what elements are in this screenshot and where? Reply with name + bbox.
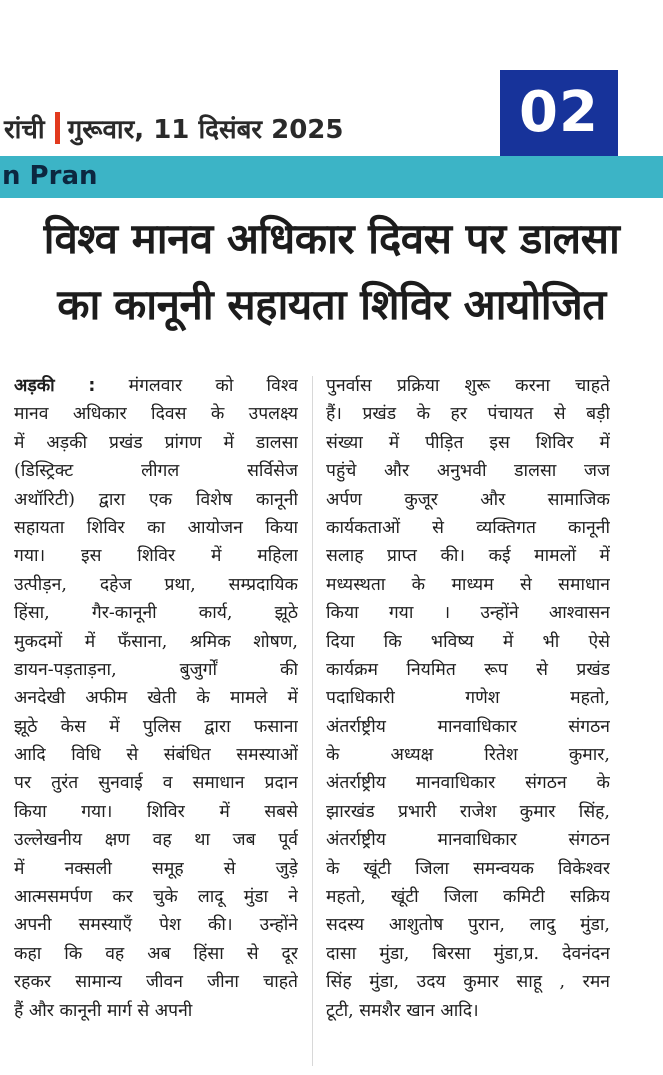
text-line-content: सलाह प्राप्त की। कई मामलों में [326,546,610,567]
text-line-content: अंतर्राष्ट्रीय मानवाधिकार संगठन के [326,773,610,794]
text-line [326,713,610,741]
text-line [14,684,298,712]
text-line-content: अथॉरिटी) द्वारा एक विशेष कानूनी [14,489,298,510]
text-line-content: पहुंचे और अनुभवी डालसा जज [326,461,610,482]
red-separator [55,112,60,144]
text-line [14,968,298,996]
text-line-content: अंतर्राष्ट्रीय मानवाधिकार संगठन [326,716,610,737]
text-line [14,628,298,656]
article-column-left [14,372,298,1025]
text-line-content: अपनी समस्याएँ पेश की। उन्होंने [14,915,298,936]
text-line [14,855,298,883]
text-line-content: झूठे केस में पुलिस द्वारा फसाना [14,716,298,737]
text-line [326,486,610,514]
text-line [326,855,610,883]
text-line [326,400,610,428]
text-line [14,457,298,485]
text-line-content: दासा मुंडा, बिरसा मुंडा,प्र. देवनंदन [326,943,610,964]
text-line [326,372,610,400]
text-line [326,883,610,911]
text-line [326,656,610,684]
text-line-content: में नक्सली समूह से जुड़े [14,858,298,879]
text-line-content: किया गया । उन्होंने आश्वासन [326,603,610,624]
text-line [326,798,610,826]
text-line-content: डायन-पड़ताड़ना, बुजुर्गों की [14,659,298,680]
text-line [14,769,298,797]
text-line [326,514,610,542]
text-line [326,741,610,769]
text-line-content: सहायता शिविर का आयोजन किया [14,517,298,538]
text-line-content: अर्पण कुजूर और सामाजिक [326,489,610,510]
text-line [326,457,610,485]
text-line-content: दिया कि भविष्य में भी ऐसे [326,631,610,652]
text-line [14,372,298,400]
text-line-content: कहा कि वह अब हिंसा से दूर [14,943,298,964]
text-line [14,883,298,911]
text-line-content: किया गया। शिविर में सबसे [14,801,298,822]
page-number-badge: 02 [500,70,618,156]
text-line-content: हैं। प्रखंड के हर पंचायत से बड़ी [326,404,610,425]
text-line [326,628,610,656]
text-line-content: कार्यक्रम नियमित रूप से प्रखंड [326,659,610,680]
text-line [14,713,298,741]
text-line-content: हैं और कानूनी मार्ग से अपनी [14,1000,193,1021]
text-line-content: गया। इस शिविर में महिला [14,546,298,567]
text-line [326,769,610,797]
text-line-content: मानव अधिकार दिवस के उपलक्ष्य [14,404,298,425]
city-name: रांची [4,115,45,145]
text-line [326,968,610,996]
text-line-content: मंगलवार को विश्व [128,376,298,396]
issue-date: गुरूवार, 11 दिसंबर 2025 [67,115,344,145]
text-line [14,400,298,428]
text-line-content: झारखंड प्रभारी राजेश कुमार सिंह, [326,801,610,822]
text-line-content: आदि विधि से संबंधित समस्याओं [14,745,298,766]
column-divider [312,376,313,1066]
text-line [326,429,610,457]
text-line-content: संख्या में पीड़ित इस शिविर में [326,432,610,453]
edition-name-fragment: n Pran [2,161,98,191]
text-line [14,997,298,1025]
text-line-content: रहकर सामान्य जीवन जीना चाहते [14,972,298,993]
masthead-dateline [4,110,343,146]
text-line [326,826,610,854]
text-line-content: पुनर्वास प्रक्रिया शुरू करना चाहते [326,376,610,396]
text-line [326,684,610,712]
article-headline [0,206,663,338]
text-line-content: के अध्यक्ष रितेश कुमार, [326,745,610,766]
text-line-content: अनदेखी अफीम खेती के मामले में [14,688,298,709]
text-line-content: के खूंटी जिला समन्वयक विकेश्वर [326,858,610,879]
text-line [14,798,298,826]
text-line-content: (डिस्ट्रिक्ट लीगल सर्विसेज [14,461,298,482]
dateline: अड़की : [14,376,96,396]
text-line-content: मुकदमों में फँसाना, श्रमिक शोषण, [14,631,298,652]
text-line [14,741,298,769]
text-line [326,599,610,627]
text-line-content: महतो, खूंटी जिला कमिटी सक्रिय [326,887,610,908]
text-line [326,940,610,968]
text-line-content: कार्यकताओं से व्यक्तिगत कानूनी [326,517,610,538]
text-line-content: पर तुरंत सुनवाई व समाधान प्रदान [14,773,298,794]
text-line-content: टूटी, समशैर खान आदि। [326,1000,479,1021]
text-line [326,542,610,570]
text-line-content: उत्पीड़न, दहेज प्रथा, सम्प्रदायिक [14,574,298,595]
text-line [14,571,298,599]
article-column-right [326,372,610,1025]
text-line [14,429,298,457]
headline-line-2: का कानूनी सहायता शिविर आयोजित [57,280,606,329]
text-line-content: हिंसा, गैर-कानूनी कार्य, झूठे [14,603,298,624]
text-line [14,599,298,627]
edition-band [0,156,663,198]
text-line-content: मध्यस्थता के माध्यम से समाधान [326,574,610,595]
text-line [14,911,298,939]
headline-line-1: विश्व मानव अधिकार दिवस पर डालसा [43,214,620,263]
text-line [14,542,298,570]
text-line [14,656,298,684]
text-line [326,911,610,939]
text-line-content: आत्मसमर्पण कर चुके लादू मुंडा ने [14,887,298,908]
text-line [14,940,298,968]
text-line [14,514,298,542]
masthead [0,98,520,156]
text-line-content: सिंह मुंडा, उदय कुमार साहू , रमन [326,972,610,993]
text-line [326,571,610,599]
text-line-content: में अड़की प्रखंड प्रांगण में डालसा [14,432,298,453]
text-line-content: उल्लेखनीय क्षण वह था जब पूर्व [14,830,298,851]
text-line [326,997,610,1025]
text-line [14,826,298,854]
text-line-content: अंतर्राष्ट्रीय मानवाधिकार संगठन [326,830,610,851]
text-line [14,486,298,514]
text-line-content: सदस्य आशुतोष पुरान, लादु मुंडा, [326,915,610,936]
text-line-content: पदाधिकारी गणेश महतो, [326,688,610,709]
